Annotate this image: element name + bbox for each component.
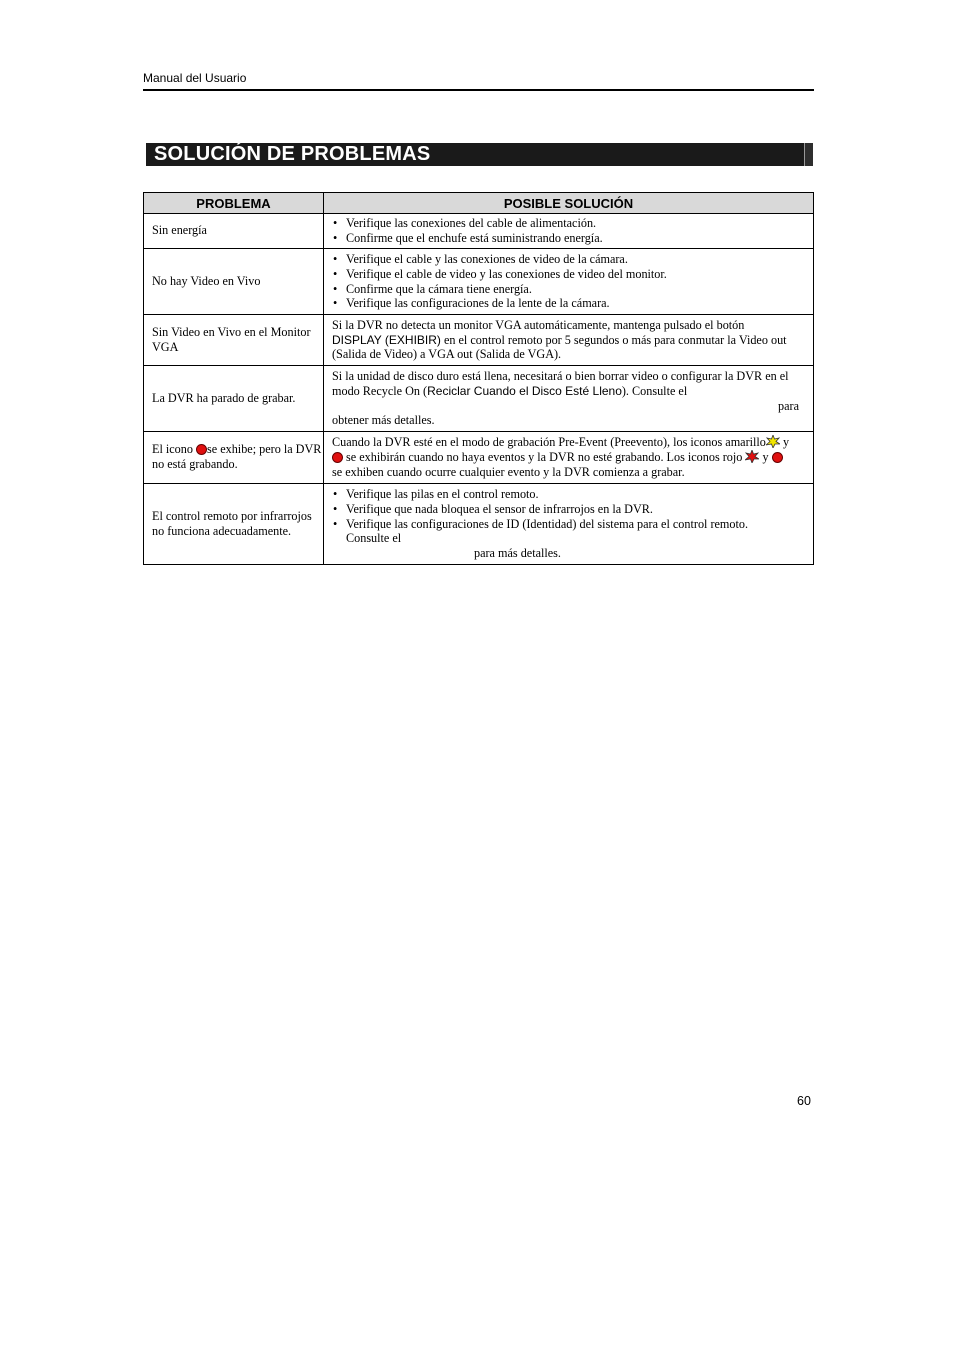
- list-item: • Verifique el cable de video y las conexiones de video del monitor.: [332, 267, 807, 282]
- title-bar-end: [804, 143, 813, 166]
- list-item: • Verifique el cable y las conexiones de video de la cámara.: [332, 252, 807, 267]
- problem-cell: Sin energía: [144, 214, 324, 249]
- solution-text: Consulte el: [346, 531, 402, 546]
- list-item: • Confirme que la cámara tiene energía.: [332, 282, 807, 297]
- list-item: • Verifique las pilas en el control remoto.: [332, 487, 807, 502]
- pre-event-red-dot-icon: [332, 452, 343, 463]
- table-row: [144, 484, 814, 565]
- solution-text: se exhiben cuando ocurre cualquier evento y la DVR comienza a grabar.: [332, 464, 685, 479]
- column-header-solution: POSIBLE SOLUCIÓN: [324, 193, 814, 214]
- solution-text: se exhibirán cuando no haya eventos y la DVR no esté grabando. Los iconos rojo: [343, 450, 746, 465]
- column-header-problem: PROBLEMA: [144, 193, 324, 214]
- solution-cell: [324, 249, 814, 315]
- problem-cell: [144, 432, 324, 484]
- solution-cell: [324, 484, 814, 565]
- solution-text: en el control remoto por 5 segundos o más para conmutar la Video out (Salida de Video) a VGA out (Salida de VGA).: [332, 332, 787, 362]
- list-item: • Confirme que el enchufe está suministrando energía.: [332, 231, 807, 246]
- troubleshooting-table: [143, 192, 814, 565]
- recycle-mode-label: Reciclar Cuando el Disco Esté Lleno: [427, 383, 622, 398]
- list-item: • Verifique las configuraciones de ID (Identidad) del sistema para el control remoto.: [332, 517, 807, 532]
- page-number: 60: [797, 1094, 811, 1108]
- pre-event-yellow-icon: [766, 435, 780, 448]
- solution-list: [332, 252, 807, 311]
- header-rule: [143, 89, 814, 91]
- table-row: [144, 315, 814, 366]
- solution-text: y: [779, 435, 790, 450]
- list-item: • Verifique que nada bloquea el sensor de infrarrojos en la DVR.: [332, 502, 807, 517]
- solution-text: obtener más detalles.: [332, 413, 435, 428]
- solution-text: y: [759, 450, 772, 465]
- problem-cell: La DVR ha parado de grabar.: [144, 366, 324, 432]
- solution-cell: [324, 214, 814, 249]
- event-red-icon: [745, 450, 759, 463]
- table-row: [144, 249, 814, 315]
- problem-cell: El control remoto por infrarrojos no funciona adecuadamente.: [144, 484, 324, 565]
- table-header-row: [144, 193, 814, 214]
- section-title: SOLUCIÓN DE PROBLEMAS: [154, 143, 431, 165]
- solution-text: ). Consulte el: [621, 383, 688, 398]
- problem-cell: No hay Video en Vivo: [144, 249, 324, 315]
- solution-cell: [324, 366, 814, 432]
- solution-cell: [324, 315, 814, 366]
- table-row: [144, 432, 814, 484]
- solution-text: Si la unidad de disco duro está llena, necesitará o bien borrar video o configurar la DVR en el modo Recycle On (: [332, 369, 789, 398]
- running-header: Manual del Usuario: [143, 71, 247, 85]
- solution-text: para: [778, 398, 799, 413]
- section-title-bar: [143, 143, 813, 166]
- table-row: [144, 214, 814, 249]
- solution-list: [332, 487, 807, 531]
- record-icon: [196, 444, 207, 455]
- display-button-label: DISPLAY (EXHIBIR): [332, 332, 441, 347]
- solution-text: para más detalles.: [474, 546, 561, 561]
- record-dot-icon: [772, 452, 783, 463]
- list-item: • Verifique las conexiones del cable de alimentación.: [332, 216, 807, 231]
- problem-cell: Sin Video en Vivo en el Monitor VGA: [144, 315, 324, 366]
- solution-text: Cuando la DVR esté en el modo de grabación Pre-Event (Preevento), los iconos amarillo: [332, 435, 766, 450]
- problem-text: El icono: [152, 442, 197, 457]
- list-item: • Verifique las configuraciones de la lente de la cámara.: [332, 296, 807, 311]
- solution-text: Si la DVR no detecta un monitor VGA automáticamente, mantenga pulsado el botón: [332, 317, 745, 332]
- table-row: [144, 366, 814, 432]
- solution-cell: [324, 432, 814, 484]
- solution-list: [332, 216, 807, 245]
- problem-text: se exhibe; pero la DVR no está grabando.: [152, 442, 322, 471]
